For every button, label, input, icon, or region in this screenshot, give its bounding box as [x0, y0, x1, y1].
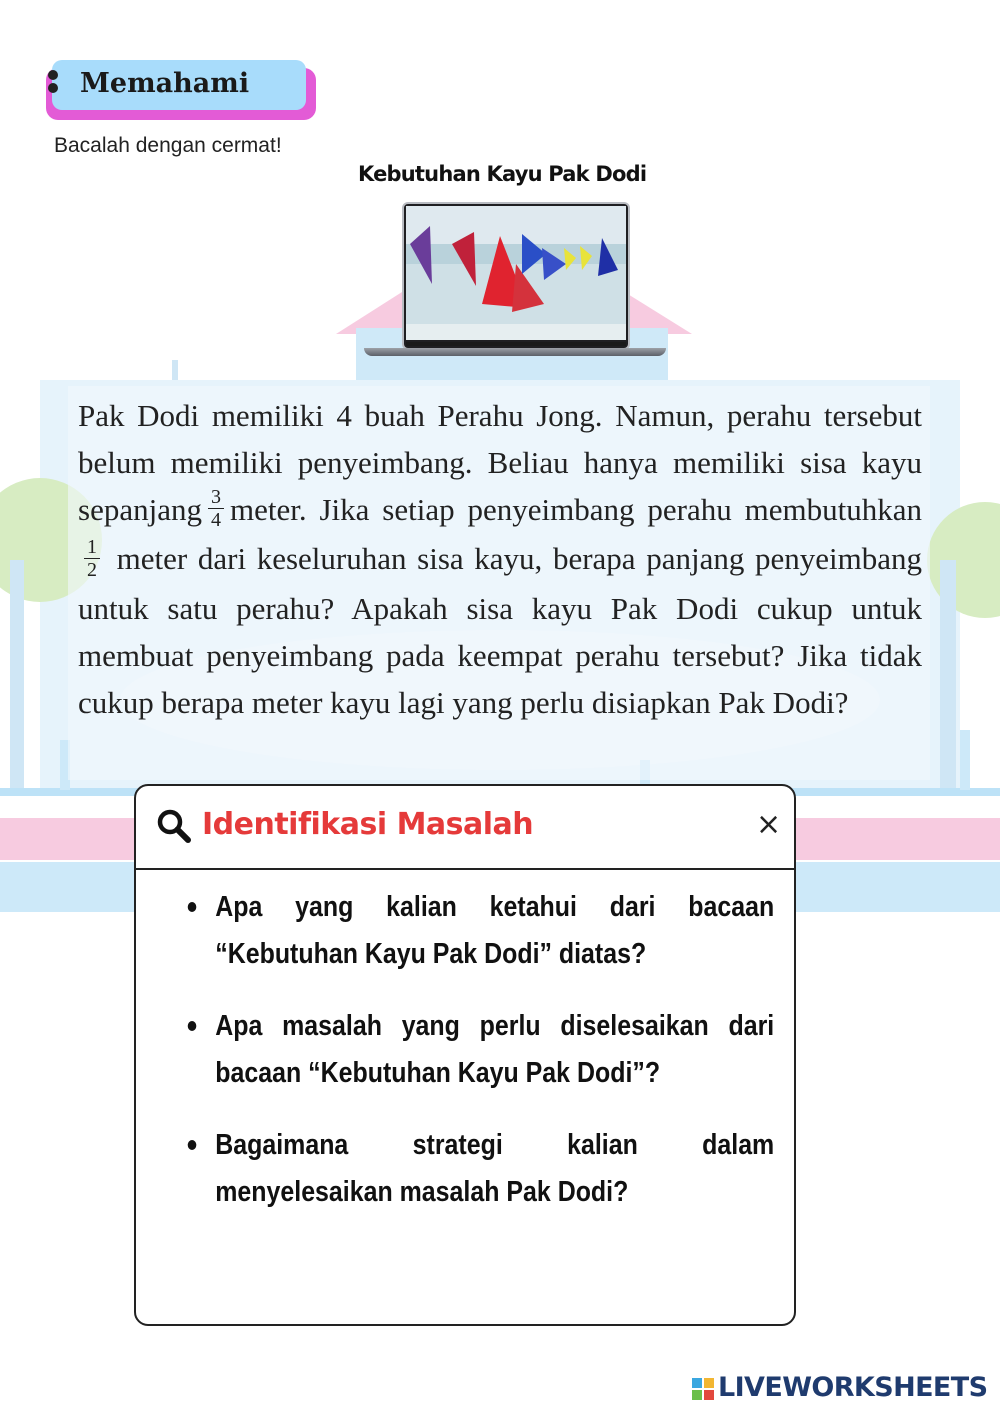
- pill-dots-icon: [48, 70, 60, 104]
- search-icon: [156, 808, 192, 844]
- card-title: Identifikasi Masalah: [202, 807, 534, 842]
- fraction-numerator: 3: [208, 486, 224, 509]
- fraction-numerator: 1: [84, 536, 100, 559]
- section-label: Memahami: [80, 68, 250, 99]
- laptop-base: [364, 348, 666, 356]
- question-list: [186, 884, 782, 1216]
- question-item: Apa masalah yang perlu diselesaikan dari bacaan “Kebutuhan Kayu Pak Dodi”?: [186, 1003, 774, 1097]
- brand-name: LIVEWORKSHEETS: [718, 1372, 988, 1403]
- story-text-part-2: meter. Jika setiap penyeimbang perahu membutuhkan: [229, 492, 922, 527]
- fraction-three-quarters: [208, 486, 224, 531]
- story-title: Kebutuhan Kayu Pak Dodi: [358, 162, 647, 186]
- story-text-part-3: meter dari keseluruhan sisa kayu, berapa panjang penyeimbang untuk satu perahu? Apakah sisa kayu Pak Dodi cukup untuk membuat penyeimbang pada keempat perahu tersebut? Jika tidak cukup berapa meter kayu lagi yang perlu disiapkan Pak Dodi?: [78, 541, 922, 720]
- close-icon[interactable]: ×: [756, 807, 782, 842]
- instruction-text: Bacalah dengan cermat!: [54, 134, 282, 157]
- fraction-denominator: 4: [210, 509, 221, 532]
- sailboats-photo: [404, 204, 628, 348]
- fraction-one-half: [84, 536, 100, 581]
- story-text-part-1: Pak Dodi memiliki 4 buah Perahu Jong. Namun, perahu tersebut belum memiliki penyeimbang. Beliau hanya memiliki sisa kayu sepanjang: [78, 398, 922, 527]
- question-item: Apa yang kalian ketahui dari bacaan “Kebutuhan Kayu Pak Dodi” diatas?: [186, 884, 774, 978]
- problem-identification-card: [134, 784, 796, 1326]
- laptop-screen: [402, 202, 630, 350]
- story-text: [78, 392, 922, 726]
- card-header: [136, 786, 794, 870]
- question-item: Bagaimana strategi kalian dalam menyelesaikan masalah Pak Dodi?: [186, 1122, 774, 1216]
- fraction-denominator: 2: [87, 558, 97, 581]
- liveworksheets-logo-icon: [692, 1378, 714, 1400]
